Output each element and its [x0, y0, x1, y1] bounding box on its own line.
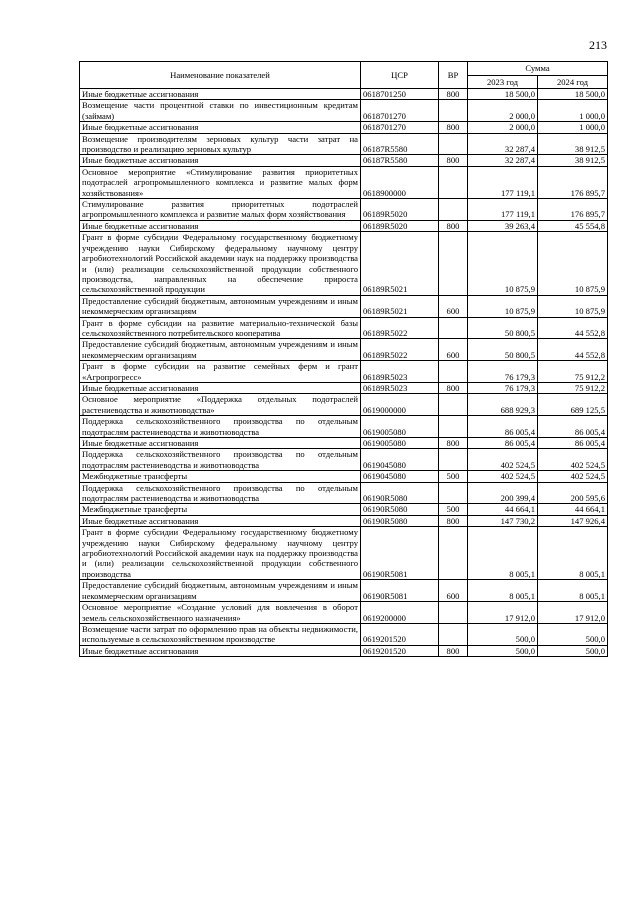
row-amount-2023: 76 179,3 [468, 361, 538, 383]
row-vr-code: 800 [439, 220, 468, 231]
row-vr-code: 800 [439, 89, 468, 100]
row-csr-code: 0618701270 [361, 100, 439, 122]
row-csr-code: 06190R5081 [361, 580, 439, 602]
row-name: Основное мероприятие «Создание условий для вовлечения в оборот земель сельскохозяйственного назначения» [80, 602, 361, 624]
table-row [80, 199, 608, 221]
table-row [80, 482, 608, 504]
row-vr-code [439, 527, 468, 580]
row-amount-2023: 44 664,1 [468, 504, 538, 515]
row-amount-2024: 38 912,5 [538, 133, 608, 155]
row-amount-2024: 1 000,0 [538, 122, 608, 133]
table-row [80, 504, 608, 515]
row-csr-code: 06189R5023 [361, 361, 439, 383]
row-amount-2024: 75 912,2 [538, 382, 608, 393]
row-amount-2023: 76 179,3 [468, 382, 538, 393]
row-csr-code: 06190R5081 [361, 527, 439, 580]
header-sum: Сумма [468, 62, 608, 76]
table-row [80, 220, 608, 231]
row-amount-2023: 402 524,5 [468, 471, 538, 482]
row-vr-code [439, 199, 468, 221]
row-name: Иные бюджетные ассигнования [80, 515, 361, 526]
row-csr-code: 06187R5580 [361, 133, 439, 155]
row-name: Межбюджетные трансферты [80, 504, 361, 515]
row-vr-code [439, 232, 468, 295]
row-csr-code: 0619201520 [361, 645, 439, 656]
row-amount-2024: 402 524,5 [538, 449, 608, 471]
row-csr-code: 0619005080 [361, 416, 439, 438]
row-name: Грант в форме субсидии Федеральному государственному бюджетному учреждению науки Сибирскому федеральному научному центру агробиотехнологий Российской академии наук на поддержку производства и (или) реализации сельскохозяйственной продукции собственного производства, направленных на обеспечение прироста сельскохозяйственной продукции [80, 232, 361, 295]
row-csr-code: 0619000000 [361, 394, 439, 416]
table-row [80, 394, 608, 416]
row-name: Возмещение производителям зерновых культур части затрат на производство и реализацию зерновых культур [80, 133, 361, 155]
table-row [80, 155, 608, 166]
row-amount-2024: 8 005,1 [538, 527, 608, 580]
row-name: Стимулирование развития приоритетных подотраслей агропромышленного комплекса и развитие малых форм хозяйствования [80, 199, 361, 221]
row-amount-2024: 689 125,5 [538, 394, 608, 416]
row-amount-2023: 39 263,4 [468, 220, 538, 231]
row-amount-2024: 45 554,8 [538, 220, 608, 231]
row-csr-code: 06189R5023 [361, 382, 439, 393]
header-csr: ЦСР [361, 62, 439, 89]
row-amount-2023: 177 119,1 [468, 199, 538, 221]
row-name: Возмещение части процентной ставки по инвестиционным кредитам (займам) [80, 100, 361, 122]
row-csr-code: 0619200000 [361, 602, 439, 624]
budget-table [79, 61, 608, 657]
row-amount-2024: 75 912,2 [538, 361, 608, 383]
row-vr-code: 800 [439, 122, 468, 133]
row-amount-2023: 32 287,4 [468, 155, 538, 166]
row-amount-2024: 38 912,5 [538, 155, 608, 166]
row-csr-code: 06189R5021 [361, 232, 439, 295]
table-row [80, 100, 608, 122]
row-vr-code [439, 317, 468, 339]
table-row [80, 623, 608, 645]
row-vr-code [439, 482, 468, 504]
row-amount-2024: 86 005,4 [538, 416, 608, 438]
row-amount-2024: 8 005,1 [538, 580, 608, 602]
row-amount-2023: 500,0 [468, 645, 538, 656]
row-vr-code: 600 [439, 339, 468, 361]
row-amount-2024: 10 875,9 [538, 232, 608, 295]
row-amount-2023: 18 500,0 [468, 89, 538, 100]
row-name: Поддержка сельскохозяйственного производства по отдельным подотраслям растениеводства и животноводства [80, 416, 361, 438]
table-row [80, 515, 608, 526]
row-vr-code [439, 623, 468, 645]
row-amount-2023: 10 875,9 [468, 232, 538, 295]
row-csr-code: 06189R5021 [361, 295, 439, 317]
table-row [80, 122, 608, 133]
row-csr-code: 0618701270 [361, 122, 439, 133]
row-amount-2024: 500,0 [538, 645, 608, 656]
row-name: Иные бюджетные ассигнования [80, 220, 361, 231]
table-row [80, 580, 608, 602]
row-amount-2024: 86 005,4 [538, 438, 608, 449]
row-amount-2023: 147 730,2 [468, 515, 538, 526]
row-csr-code: 06190R5080 [361, 482, 439, 504]
row-name: Иные бюджетные ассигнования [80, 155, 361, 166]
row-amount-2023: 200 399,4 [468, 482, 538, 504]
row-amount-2023: 402 524,5 [468, 449, 538, 471]
row-amount-2023: 50 800,5 [468, 339, 538, 361]
table-row [80, 339, 608, 361]
row-amount-2024: 176 895,7 [538, 199, 608, 221]
row-csr-code: 06189R5022 [361, 317, 439, 339]
row-name: Иные бюджетные ассигнования [80, 89, 361, 100]
row-vr-code: 500 [439, 471, 468, 482]
table-row [80, 449, 608, 471]
row-vr-code: 800 [439, 155, 468, 166]
row-vr-code: 600 [439, 295, 468, 317]
row-csr-code: 06189R5020 [361, 220, 439, 231]
page-number: 213 [589, 38, 607, 52]
header-year-2023: 2023 год [468, 76, 538, 89]
row-vr-code [439, 416, 468, 438]
row-csr-code: 0619045080 [361, 471, 439, 482]
table-row [80, 438, 608, 449]
row-amount-2024: 17 912,0 [538, 602, 608, 624]
row-vr-code: 800 [439, 382, 468, 393]
row-name: Поддержка сельскохозяйственного производства по отдельным подотраслям растениеводства и животноводства [80, 449, 361, 471]
row-vr-code: 800 [439, 515, 468, 526]
row-amount-2023: 50 800,5 [468, 317, 538, 339]
row-name: Иные бюджетные ассигнования [80, 645, 361, 656]
table-row [80, 527, 608, 580]
row-amount-2024: 176 895,7 [538, 166, 608, 198]
table-row [80, 361, 608, 383]
row-name: Грант в форме субсидии на развитие семейных ферм и грант «Агропрогресс» [80, 361, 361, 383]
row-name: Иные бюджетные ассигнования [80, 438, 361, 449]
row-amount-2024: 1 000,0 [538, 100, 608, 122]
row-vr-code [439, 449, 468, 471]
table-row [80, 471, 608, 482]
table-row [80, 645, 608, 656]
row-amount-2024: 402 524,5 [538, 471, 608, 482]
row-csr-code: 0618900000 [361, 166, 439, 198]
row-name: Возмещение части затрат по оформлению прав на объекты недвижимости, используемые в сельскохозяйственном производстве [80, 623, 361, 645]
header-name: Наименование показателей [80, 62, 361, 89]
header-year-2024: 2024 год [538, 76, 608, 89]
row-amount-2023: 2 000,0 [468, 122, 538, 133]
row-amount-2023: 8 005,1 [468, 580, 538, 602]
row-amount-2024: 200 595,6 [538, 482, 608, 504]
row-amount-2024: 500,0 [538, 623, 608, 645]
row-name: Предоставление субсидий бюджетным, автономным учреждениям и иным некоммерческим организациям [80, 295, 361, 317]
row-name: Поддержка сельскохозяйственного производства по отдельным подотраслям растениеводства и животноводства [80, 482, 361, 504]
row-amount-2024: 18 500,0 [538, 89, 608, 100]
table-row [80, 382, 608, 393]
row-csr-code: 06190R5080 [361, 504, 439, 515]
row-amount-2023: 10 875,9 [468, 295, 538, 317]
row-vr-code [439, 361, 468, 383]
row-amount-2024: 44 552,8 [538, 317, 608, 339]
row-csr-code: 06190R5080 [361, 515, 439, 526]
table-row [80, 317, 608, 339]
row-amount-2023: 32 287,4 [468, 133, 538, 155]
row-vr-code [439, 100, 468, 122]
row-amount-2024: 44 552,8 [538, 339, 608, 361]
row-amount-2023: 86 005,4 [468, 416, 538, 438]
row-amount-2023: 17 912,0 [468, 602, 538, 624]
row-amount-2023: 688 929,3 [468, 394, 538, 416]
row-vr-code [439, 602, 468, 624]
row-name: Грант в форме субсидии на развитие материально-технической базы сельскохозяйственного потребительского кооператива [80, 317, 361, 339]
table-row [80, 232, 608, 295]
row-name: Предоставление субсидий бюджетным, автономным учреждениям и иным некоммерческим организациям [80, 339, 361, 361]
row-name: Иные бюджетные ассигнования [80, 382, 361, 393]
row-name: Предоставление субсидий бюджетным, автономным учреждениям и иным некоммерческим организациям [80, 580, 361, 602]
row-vr-code [439, 166, 468, 198]
row-csr-code: 0619201520 [361, 623, 439, 645]
table-row [80, 89, 608, 100]
table-row [80, 133, 608, 155]
row-vr-code: 800 [439, 438, 468, 449]
row-amount-2023: 2 000,0 [468, 100, 538, 122]
row-name: Основное мероприятие «Поддержка отдельных подотраслей растениеводства и животноводства» [80, 394, 361, 416]
row-amount-2024: 147 926,4 [538, 515, 608, 526]
row-csr-code: 06189R5020 [361, 199, 439, 221]
table-row [80, 295, 608, 317]
table-row [80, 416, 608, 438]
row-csr-code: 0618701250 [361, 89, 439, 100]
row-amount-2023: 500,0 [468, 623, 538, 645]
row-name: Иные бюджетные ассигнования [80, 122, 361, 133]
table-row [80, 166, 608, 198]
row-vr-code: 500 [439, 504, 468, 515]
row-vr-code: 800 [439, 645, 468, 656]
row-amount-2024: 10 875,9 [538, 295, 608, 317]
row-csr-code: 0619005080 [361, 438, 439, 449]
row-name: Грант в форме субсидии Федеральному государственному бюджетному учреждению науки Сибирскому федеральному научному центру агробиотехнологий Российской академии наук на поддержку производства и (или) реализации сельскохозяйственной продукции собственного производства [80, 527, 361, 580]
row-name: Основное мероприятие «Стимулирование развития приоритетных подотраслей агропромышленного комплекса и развитие малых форм хозяйствования» [80, 166, 361, 198]
row-vr-code [439, 133, 468, 155]
row-name: Межбюджетные трансферты [80, 471, 361, 482]
header-vr: ВР [439, 62, 468, 89]
row-vr-code: 600 [439, 580, 468, 602]
row-amount-2023: 8 005,1 [468, 527, 538, 580]
row-csr-code: 0619045080 [361, 449, 439, 471]
table-row [80, 602, 608, 624]
row-vr-code [439, 394, 468, 416]
row-amount-2023: 177 119,1 [468, 166, 538, 198]
row-csr-code: 06187R5580 [361, 155, 439, 166]
row-amount-2024: 44 664,1 [538, 504, 608, 515]
row-csr-code: 06189R5022 [361, 339, 439, 361]
row-amount-2023: 86 005,4 [468, 438, 538, 449]
